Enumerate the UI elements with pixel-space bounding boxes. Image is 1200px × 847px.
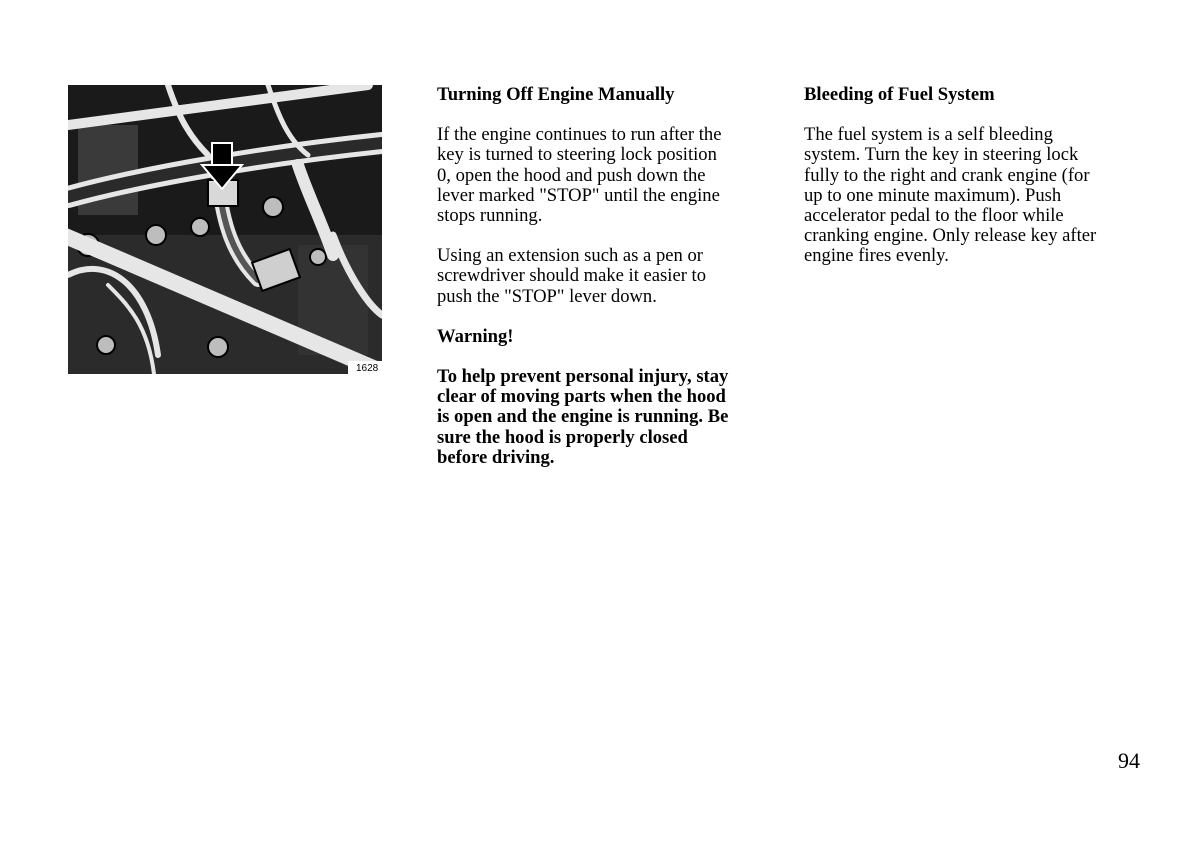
paragraph-using-extension: Using an extension such as a pen or screwdriver should make it easier to push the "STOP" lever down. <box>437 245 707 307</box>
paragraph-fuel-system: The fuel system is a self bleeding system. Turn the key in steering lock fully to the right and crank engine (for up to one minute maximum). Push accelerator pedal to the floor while cranking engine. Only release key after engine fires evenly. <box>804 124 1097 267</box>
section-heading-turning-off-engine: Turning Off Engine Manually <box>437 84 675 105</box>
engine-photo-drawing <box>68 85 382 374</box>
section-heading-bleeding-fuel-system: Bleeding of Fuel System <box>804 84 995 105</box>
page-number: 94 <box>1118 748 1140 773</box>
figure-label: 1628 <box>356 363 379 374</box>
left-column <box>437 85 767 468</box>
warning-text: To help prevent personal injury, stay clear of moving parts when the hood is open and the engine is running. Be sure the hood is properly closed before driving. <box>437 366 729 468</box>
engine-photo <box>68 85 382 374</box>
right-column <box>804 85 1144 287</box>
warning-title: Warning! <box>437 325 514 347</box>
paragraph-engine-continues: If the engine continues to run after the key is turned to steering lock position 0, open the hood and push down the lever marked "STOP" until the engine stops running. <box>437 124 722 227</box>
